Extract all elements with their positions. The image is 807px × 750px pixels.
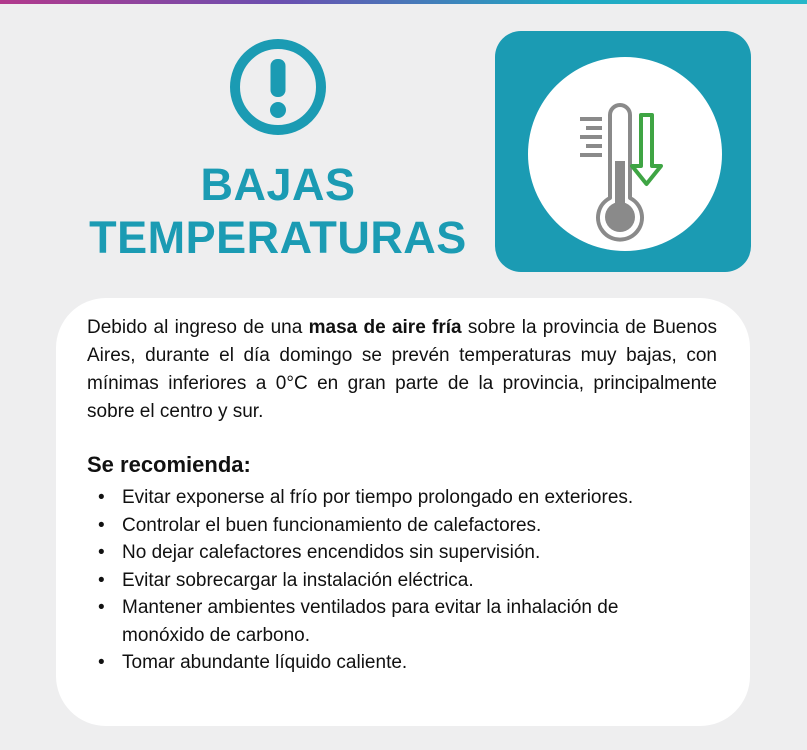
list-item	[98, 484, 702, 512]
list-item	[98, 594, 702, 649]
recommendations-heading: Se recomienda:	[87, 452, 251, 477]
bullet-icon: •	[98, 569, 105, 591]
bullet-icon: •	[98, 487, 105, 508]
intro-paragraph	[87, 314, 717, 426]
top-gradient-bar	[0, 0, 807, 4]
list-item-text: Controlar el buen funcionamiento de calefactores.	[122, 514, 542, 536]
bullet-icon: •	[98, 597, 105, 618]
title-line-1: BAJAS	[200, 159, 356, 210]
thermometer-tile	[495, 31, 751, 272]
list-item-text: No dejar calefactores encendidos sin supervisión.	[122, 542, 541, 563]
bullet-icon: •	[98, 514, 105, 536]
bullet-icon: •	[98, 542, 105, 563]
content-card	[56, 298, 750, 726]
recommendations-list	[98, 484, 702, 677]
list-item	[98, 539, 702, 567]
intro-text-1: Debido al ingreso de una	[87, 317, 309, 338]
intro-text-2: sobre la provincia de Buenos Aires, durante el día domingo se prevén temperaturas muy bajas, con mínimas inferiores a 0°C en gran parte de la provincia, principalmente sobre el centro y sur.	[87, 317, 718, 422]
thermometer-down-icon	[528, 57, 722, 251]
list-item-text: Evitar sobrecargar la instalación eléctrica.	[122, 569, 474, 591]
exclamation-circle-icon	[229, 38, 327, 136]
list-item	[98, 512, 702, 540]
intro-bold-text: masa de aire fría	[308, 317, 462, 338]
list-item-text: Evitar exponerse al frío por tiempo prolongado en exteriores.	[122, 487, 634, 508]
list-item	[98, 649, 702, 677]
list-item-text: Tomar abundante líquido caliente.	[122, 652, 408, 673]
list-item-text: Mantener ambientes ventilados para evitar la inhalación de monóxido de carbono.	[122, 597, 619, 646]
bullet-icon: •	[98, 652, 105, 673]
thermometer-circle	[528, 57, 722, 251]
list-item	[98, 567, 702, 595]
title-line-2: TEMPERATURAS	[89, 212, 467, 263]
